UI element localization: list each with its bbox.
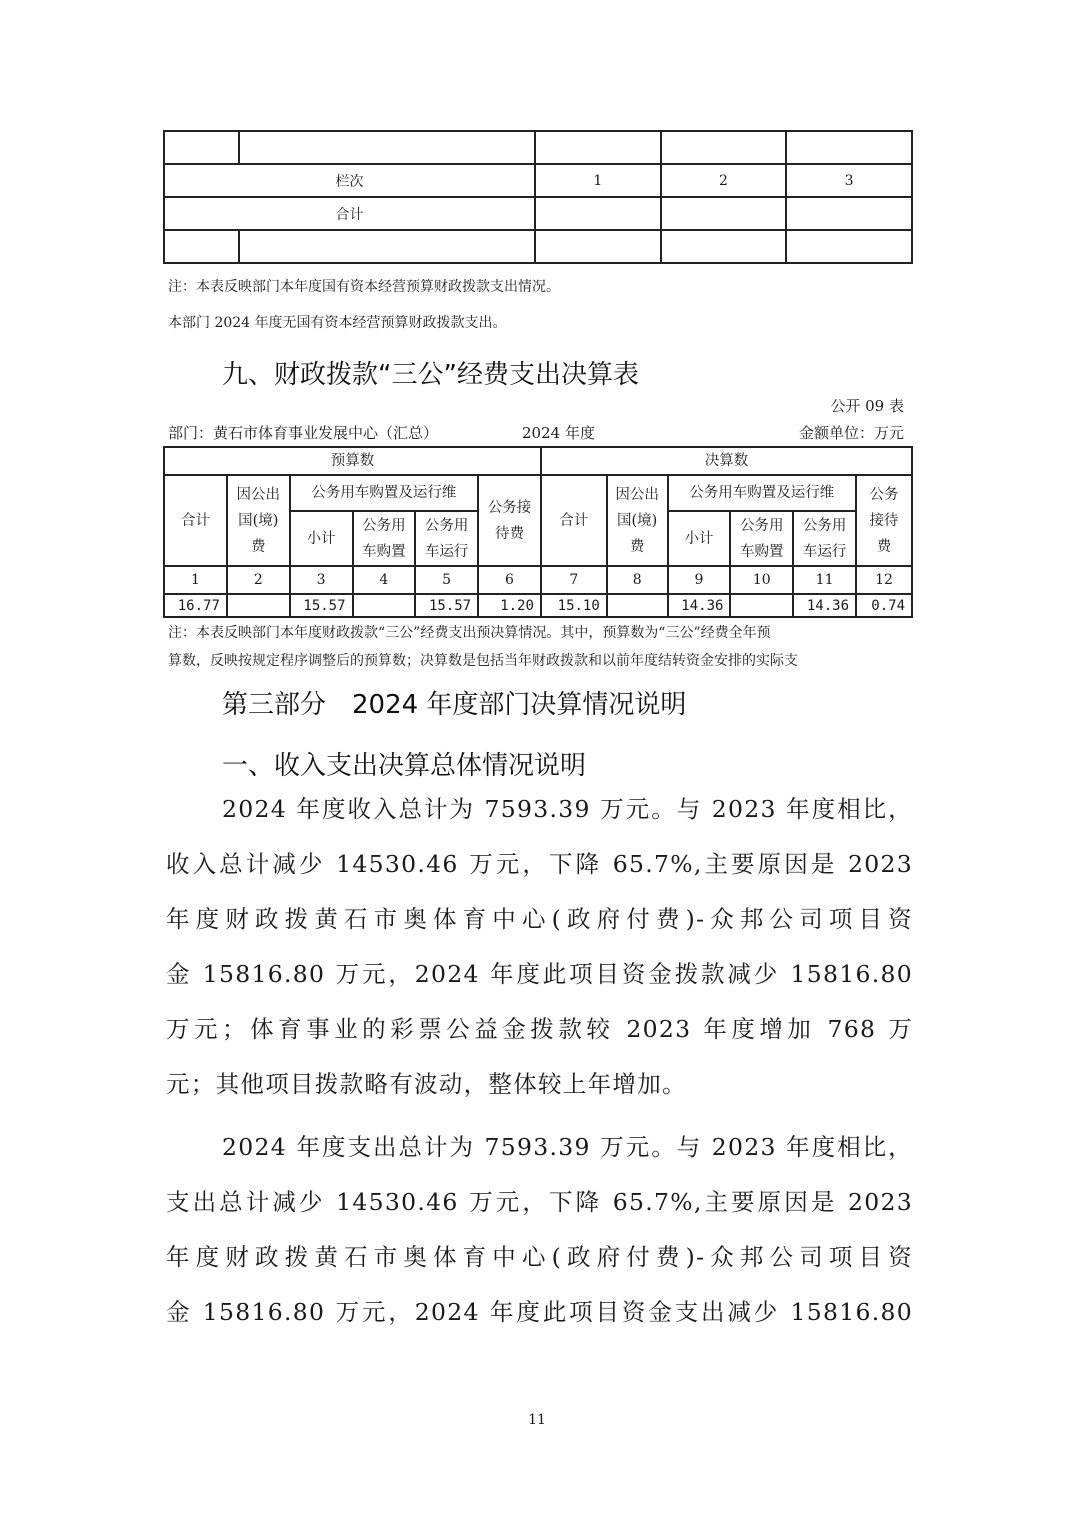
index-cell: 9 bbox=[668, 566, 731, 594]
total-cell bbox=[661, 197, 787, 230]
value-cell bbox=[353, 594, 416, 617]
budget-total-header: 合计 bbox=[164, 475, 227, 566]
group-header-row bbox=[164, 447, 912, 475]
header-line: 公务用 bbox=[424, 517, 469, 534]
value-cell: 1.20 bbox=[478, 594, 541, 617]
header-line: 费 bbox=[876, 538, 892, 555]
table-row bbox=[164, 131, 912, 164]
table-row bbox=[164, 230, 912, 263]
header-line: 车购置 bbox=[740, 543, 784, 560]
value-row bbox=[164, 594, 912, 617]
paragraph-line: 收入总计减少 14530.46 万元，下降 65.7%,主要原因是 2023 bbox=[166, 850, 913, 878]
no-expenditure-note: 本部门 2024 年度无国有资本经营预算财政拨款支出。 bbox=[168, 315, 507, 331]
index-cell: 12 bbox=[856, 566, 912, 594]
index-cell: 10 bbox=[730, 566, 793, 594]
budget-subtotal-header: 小计 bbox=[290, 511, 353, 566]
budget-reception-header bbox=[478, 475, 541, 566]
paragraph-line: 2024 年度支出总计为 7593.39 万元。与 2023 年度相比， bbox=[222, 1133, 913, 1161]
paragraph-line: 元；其他项目拨款略有波动，整体较上年增加。 bbox=[166, 1070, 687, 1098]
value-cell: 14.36 bbox=[793, 594, 856, 617]
header-line: 车运行 bbox=[802, 543, 847, 560]
paragraph-line: 年度财政拨黄石市奥体育中心(政府付费)-众邦公司项目资 bbox=[166, 1243, 913, 1271]
paragraph-line: 年度财政拨黄石市奥体育中心(政府付费)-众邦公司项目资 bbox=[166, 905, 913, 933]
header-line: 待费 bbox=[495, 525, 524, 542]
value-cell: 16.77 bbox=[164, 594, 227, 617]
total-label: 合计 bbox=[164, 197, 535, 230]
paragraph-line: 金 15816.80 万元，2024 年度此项目资金支出减少 15816.80 bbox=[166, 1298, 913, 1326]
value-cell: 14.36 bbox=[668, 594, 731, 617]
table-row-index bbox=[164, 164, 912, 197]
index-cell: 6 bbox=[478, 566, 541, 594]
paragraph-line: 金 15816.80 万元，2024 年度此项目资金拨款减少 15816.80 bbox=[166, 960, 913, 988]
index-cell: 5 bbox=[415, 566, 478, 594]
header-line: 公务用 bbox=[740, 517, 784, 534]
paragraph-line: 2024 年度收入总计为 7593.39 万元。与 2023 年度相比， bbox=[222, 795, 913, 823]
paragraph-line: 支出总计减少 14530.46 万元，下降 65.7%,主要原因是 2023 bbox=[166, 1188, 913, 1216]
three-public-expense-table bbox=[163, 446, 913, 618]
index-cell: 4 bbox=[353, 566, 416, 594]
budget-vehicle-group-header: 公务用车购置及运行维 bbox=[290, 475, 478, 511]
unit-label: 金额单位：万元 bbox=[798, 424, 904, 442]
index-cell: 2 bbox=[227, 566, 290, 594]
table-cell bbox=[164, 131, 239, 164]
budget-purchase-header bbox=[353, 511, 416, 566]
header-line: 车购置 bbox=[362, 543, 406, 560]
budget-group-header: 预算数 bbox=[164, 447, 541, 475]
index-label: 栏次 bbox=[164, 164, 535, 197]
section-title: 九、财政拨款“三公”经费支出决算表 bbox=[222, 360, 639, 390]
header-line: 因公出 bbox=[236, 486, 281, 503]
index-row bbox=[164, 566, 912, 594]
header-line: 费 bbox=[629, 538, 645, 555]
header-line: 国(境) bbox=[617, 512, 658, 529]
header-row-1 bbox=[164, 475, 912, 511]
table-cell bbox=[164, 230, 239, 263]
table-cell bbox=[535, 230, 661, 263]
budget-abroad-header bbox=[227, 475, 290, 566]
index-cell: 2 bbox=[661, 164, 787, 197]
table-row-total bbox=[164, 197, 912, 230]
index-cell: 3 bbox=[290, 566, 353, 594]
index-cell: 1 bbox=[164, 566, 227, 594]
table-cell bbox=[239, 131, 535, 164]
index-cell: 7 bbox=[541, 566, 607, 594]
header-line: 费 bbox=[251, 538, 266, 555]
header-line: 车运行 bbox=[424, 543, 469, 560]
value-cell: 15.57 bbox=[415, 594, 478, 617]
final-subtotal-header: 小计 bbox=[668, 511, 731, 566]
final-abroad-header bbox=[607, 475, 668, 566]
table-cell bbox=[661, 131, 787, 164]
paragraph-line: 万元；体育事业的彩票公益金拨款较 2023 年度增加 768 万 bbox=[166, 1015, 913, 1043]
three-public-note-line: 算数，反映按规定程序调整后的预算数；决算数是包括当年财政拨款和以前年度结转资金安排的实际支 bbox=[168, 653, 798, 669]
value-cell: 0.74 bbox=[856, 594, 912, 617]
final-reception-header bbox=[856, 475, 912, 566]
table-cell bbox=[786, 131, 912, 164]
subsection-title: 一、收入支出决算总体情况说明 bbox=[222, 751, 587, 781]
table-cell bbox=[239, 230, 535, 263]
total-cell bbox=[786, 197, 912, 230]
value-cell bbox=[227, 594, 290, 617]
value-cell bbox=[730, 594, 793, 617]
header-line: 公务用 bbox=[362, 517, 406, 534]
part-title: 第三部分 2024 年度部门决算情况说明 bbox=[222, 690, 687, 720]
index-cell: 8 bbox=[607, 566, 668, 594]
department-label: 部门：黄石市体育事业发展中心（汇总） bbox=[168, 424, 439, 442]
expenditure-paragraph bbox=[166, 1120, 913, 1340]
state-capital-budget-table bbox=[163, 130, 913, 264]
value-cell: 15.10 bbox=[541, 594, 607, 617]
year-label: 2024 年度 bbox=[522, 424, 595, 442]
table-note: 注：本表反映部门本年度国有资本经营预算财政拨款支出情况。 bbox=[168, 279, 560, 295]
table-cell bbox=[786, 230, 912, 263]
index-cell: 3 bbox=[786, 164, 912, 197]
table-cell bbox=[535, 131, 661, 164]
table-cell bbox=[661, 230, 787, 263]
total-cell bbox=[535, 197, 661, 230]
header-line: 国(境) bbox=[238, 512, 279, 529]
budget-operation-header bbox=[415, 511, 478, 566]
index-cell: 1 bbox=[535, 164, 661, 197]
table-code: 公开 09 表 bbox=[830, 397, 904, 415]
final-purchase-header bbox=[730, 511, 793, 566]
index-cell: 11 bbox=[793, 566, 856, 594]
value-cell: 15.57 bbox=[290, 594, 353, 617]
final-operation-header bbox=[793, 511, 856, 566]
header-line: 接待 bbox=[869, 512, 899, 529]
header-line: 公务用 bbox=[802, 517, 847, 534]
final-group-header: 决算数 bbox=[541, 447, 912, 475]
page-number: 11 bbox=[528, 1412, 546, 1428]
income-paragraph bbox=[166, 782, 913, 1112]
three-public-note-line: 注：本表反映部门本年度财政拨款“三公”经费支出预决算情况。其中，预算数为“三公”经费全年预 bbox=[168, 625, 771, 641]
header-line: 因公出 bbox=[615, 486, 659, 503]
final-total-header: 合计 bbox=[541, 475, 607, 566]
header-line: 公务 bbox=[869, 486, 899, 503]
final-vehicle-group-header: 公务用车购置及运行维 bbox=[668, 475, 856, 511]
value-cell bbox=[607, 594, 668, 617]
header-line: 公务接 bbox=[487, 499, 532, 516]
